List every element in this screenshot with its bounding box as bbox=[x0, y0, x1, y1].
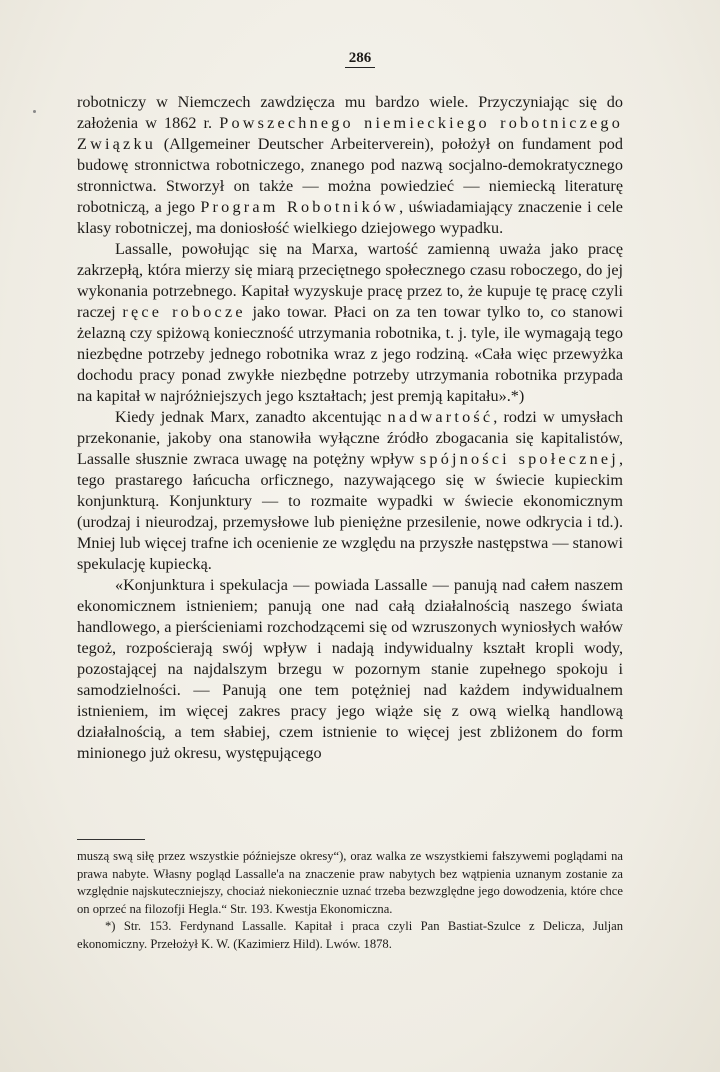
spaced-emphasis: spójności społecznej bbox=[419, 450, 619, 468]
spaced-emphasis: Program Robotników bbox=[200, 198, 400, 216]
margin-mark bbox=[33, 110, 36, 113]
paragraph-1: robotniczy w Niemczech zawdzięcza mu bardzo wiele. Przyczyniając się do założenia w 1862 r. Powszechnego niemieckiego robotniczego Związku (Allgemeiner Deutscher Arbeiterverein), położył on fundament pod budowę stronnictwa robotniczego, znanego pod nazwą socjalno-demokratycznego stronnictwa. Stworzył on także — można powiedzieć — niemiecką literaturę robotniczą, a jego Program Robotników, uświadamiający znaczenie i cele klasy robotniczej, ma doniosłość wielkiego dziejowego wypadku. bbox=[77, 93, 624, 237]
paragraph-4: «Konjunktura i spekulacja — powiada Lassalle — panują nad całem naszem ekonomicznem istnieniem; panują one nad całą działalnością naszego świata handlowego, a pierścieniami rozchodzącemi się od wzruszonych wyniosłych wałów tegoż, rozpościerają swój wpływ i nadają indywidualny kształt kropli wody, pozostającej na najdalszym brzegu w pozornym stanie zupełnego spokoju i samodzielności. — Panują one tem potężniej nad każdem indywidualnem istnieniem, im więcej zakres pracy jego wiąże się z ową wielką handlową działalnością, a tem słabiej, czem istnienie to więcej jest zbliżonem do form minionego już okresu, występującego bbox=[77, 576, 623, 762]
paragraph-3: Kiedy jednak Marx, zanadto akcentując nadwartość, rodzi w umysłach przekonanie, jakoby ona stanowiła wyłączne źródło zbogacania się kapitalistów, Lassalle słusznie zwraca uwagę na potężny wpływ spójności społecznej, tego prastarego łańcucha orficznego, nazywającego się w świecie kupieckim konjunkturą. Konjunktury — to rozmaite wypadki w świecie ekonomicznym (urodzaj i nieurodzaj, przemysłowe lub pieniężne przesilenie, nowe odkrycia i td.). Mniej lub więcej trafne ich ocenienie ze względu na przyszłe następstwa — stanowi spekulację kupiecką. bbox=[77, 408, 624, 573]
spaced-emphasis: ręce robocze bbox=[122, 303, 246, 321]
footnote-divider bbox=[77, 839, 145, 840]
page-number: 286 bbox=[0, 50, 720, 67]
footnote-continued: muszą swą siłę przez wszystkie późniejsze okresy“), oraz walka ze wszystkiemi fałszywemi poglądami na prawa nabyte. Własny pogląd Lassalle'a na znaczenie praw nabytych bez wątpienia uznanym zostanie za względnie najskuteczniejszy, chociaż niekoniecznie uznać trzeba bezwzględne jego dowodzenia, które chce on oprzeć na filozofji Hegla.“ Str. 193. Kwestja Ekonomiczna. bbox=[77, 849, 623, 916]
footnote-star: *) Str. 153. Ferdynand Lassalle. Kapitał i praca czyli Pan Bastiat-Szulce z Delicza, Juljan ekonomiczny. Przełożył K. W. (Kazimierz Hild). Lwów. 1878. bbox=[77, 919, 623, 951]
footnotes bbox=[77, 848, 623, 953]
paragraph-2: Lassalle, powołując się na Marxa, wartość zamienną uważa jako pracę zakrzepłą, która mierzy się miarą przeciętnego społecznego czasu roboczego, do jej wykonania potrzebnego. Kapitał wyzyskuje pracę przez to, że kupuje tę pracę czyli raczej ręce robocze jako towar. Płaci on za ten towar tylko to, co stanowi żelazną czy spiżową konieczność utrzymania robotnika, t. j. tyle, ile wymagają tego niezbędne potrzeby jednego robotnika wraz z jego rodziną. «Cała więc przewyżka dochodu pracy ponad zwykłe niezbędne potrzeby utrzymania robotnika przypada na kapitał w najróżniejszych jego kształtach; jest premją kapitału».*) bbox=[77, 240, 623, 405]
spaced-emphasis: nadwartość bbox=[387, 408, 494, 426]
spaced-emphasis: Powszechnego niemieckiego robotniczego Związku bbox=[77, 114, 624, 153]
main-text bbox=[77, 92, 623, 764]
